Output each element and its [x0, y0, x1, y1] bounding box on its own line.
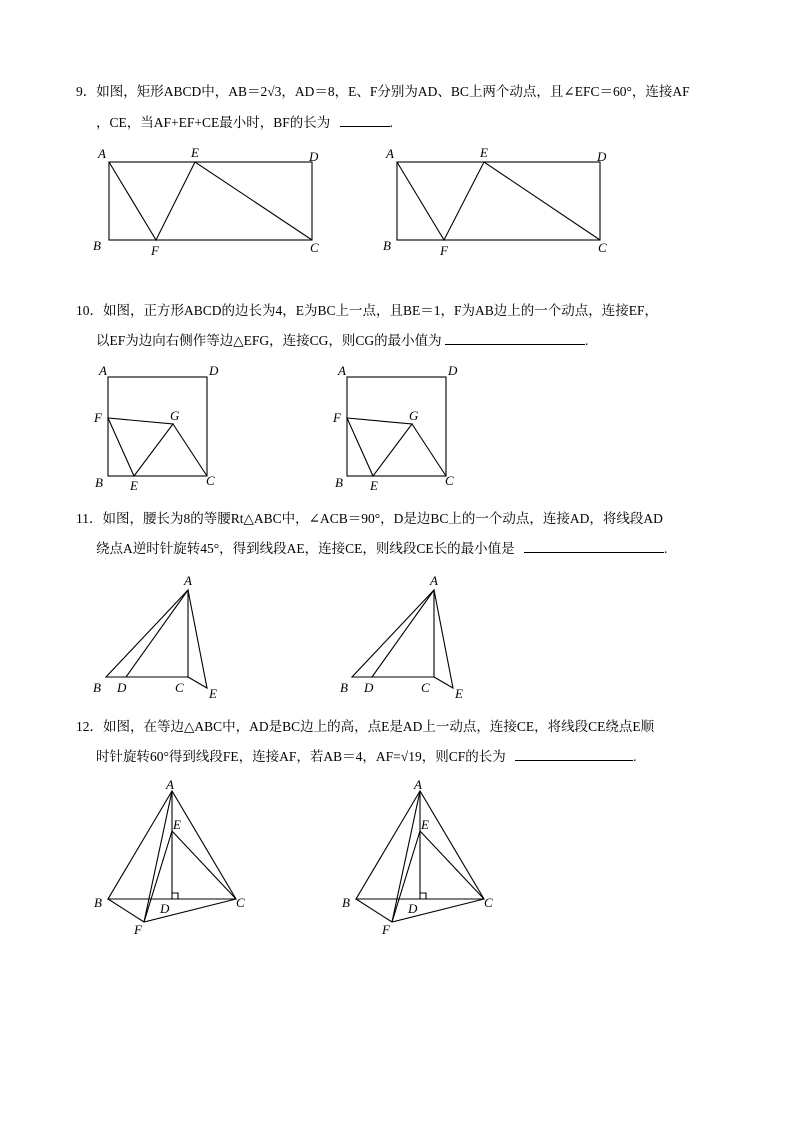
q12-label-d: D [160, 901, 170, 916]
q11-label-d: D [364, 680, 374, 695]
q10-label-c: C [206, 473, 215, 488]
q11-text-line1: 11．如图，腰长为8的等腰Rt△ABC中，∠ACB＝90°，D是边BC上的一个动点，连接AD，将线段AD [76, 511, 663, 526]
q9-label-c: C [310, 240, 319, 255]
q10-text-line2-body: 以EF为边向右侧作等边△EFG，连接CG，则CG的最小值为 [96, 333, 442, 348]
q11-label-d: D [117, 680, 127, 695]
q9-label-d: D [309, 149, 319, 164]
q12-label-f: F [134, 922, 142, 937]
q10-tail: . [585, 333, 589, 348]
q11-label-b: B [340, 680, 348, 695]
q9-label-a: A [386, 146, 394, 161]
q10-label-d: D [448, 363, 458, 378]
q11-label-e: E [455, 686, 463, 701]
q10-label-d: D [209, 363, 219, 378]
q10-label-e: E [370, 478, 378, 493]
q9-label-e: E [191, 145, 199, 160]
q9-label-b: B [93, 238, 101, 253]
q9-text-line2-body: ，CE，当AF+EF+CE最小时，BF的长为 [96, 115, 331, 130]
q12-segment-ce [420, 831, 484, 899]
q12-label-c: C [236, 895, 245, 910]
q11-label-a: A [430, 573, 438, 588]
q12-tail: . [633, 749, 637, 764]
q9-label-f: F [151, 243, 159, 258]
q12-label-b: B [94, 895, 102, 910]
q11-text-line2-body: 绕点A逆时针旋转45°，得到线段AE，连接CE，则线段CE长的最小值是 [96, 541, 515, 556]
q11-label-c: C [175, 680, 184, 695]
q12-label-b: B [342, 895, 350, 910]
q10-label-f: F [333, 410, 341, 425]
q12-label-e: E [421, 817, 429, 832]
q11-label-a: A [184, 573, 192, 588]
q9-label-c: C [598, 240, 607, 255]
q12-label-e: E [173, 817, 181, 832]
q11-label-b: B [93, 680, 101, 695]
q12-text-line2-body: 时针旋转60°得到线段FE，连接AF，若AB＝4，AF=√19，则CF的长为 [96, 749, 506, 764]
q12-label-a: A [414, 777, 422, 792]
q12-path-bfc [356, 899, 484, 922]
q11-tail: . [664, 541, 668, 556]
q12-label-a: A [166, 777, 174, 792]
q12-right-angle-mark [420, 893, 426, 899]
q12-label-c: C [484, 895, 493, 910]
q11-label-e: E [209, 686, 217, 701]
q10-label-e: E [130, 478, 138, 493]
q10-label-c: C [445, 473, 454, 488]
q10-label-g: G [409, 408, 419, 423]
q10-label-g: G [170, 408, 180, 423]
q9-label-b: B [383, 238, 391, 253]
q10-text-line1: 10．如图，正方形ABCD的边长为4，E为BC上一点，且BE＝1，F为AB边上的一个动点，连接EF， [76, 303, 659, 318]
q10-label-a: A [338, 363, 346, 378]
q9-label-a: A [98, 146, 106, 161]
q9-tail: . [389, 115, 394, 130]
q10-label-a: A [99, 363, 107, 378]
q11-label-c: C [421, 680, 430, 695]
q9-label-f: F [440, 243, 448, 258]
q10-label-b: B [95, 475, 103, 490]
q10-label-b: B [335, 475, 343, 490]
q9-label-e: E [480, 145, 488, 160]
q9-text-line1: 9．如图，矩形ABCD中，AB＝2√3，AD＝8，E、F分别为AD、BC上两个动点，且∠EFC＝60°，连接AF [76, 84, 690, 99]
q10-label-f: F [94, 410, 102, 425]
q12-label-d: D [408, 901, 418, 916]
q12-label-f: F [382, 922, 390, 937]
q9-label-d: D [597, 149, 607, 164]
q12-text-line1: 12．如图，在等边△ABC中，AD是BC边上的高，点E是AD上一动点，连接CE，将线段CE绕点E顺 [76, 719, 655, 734]
